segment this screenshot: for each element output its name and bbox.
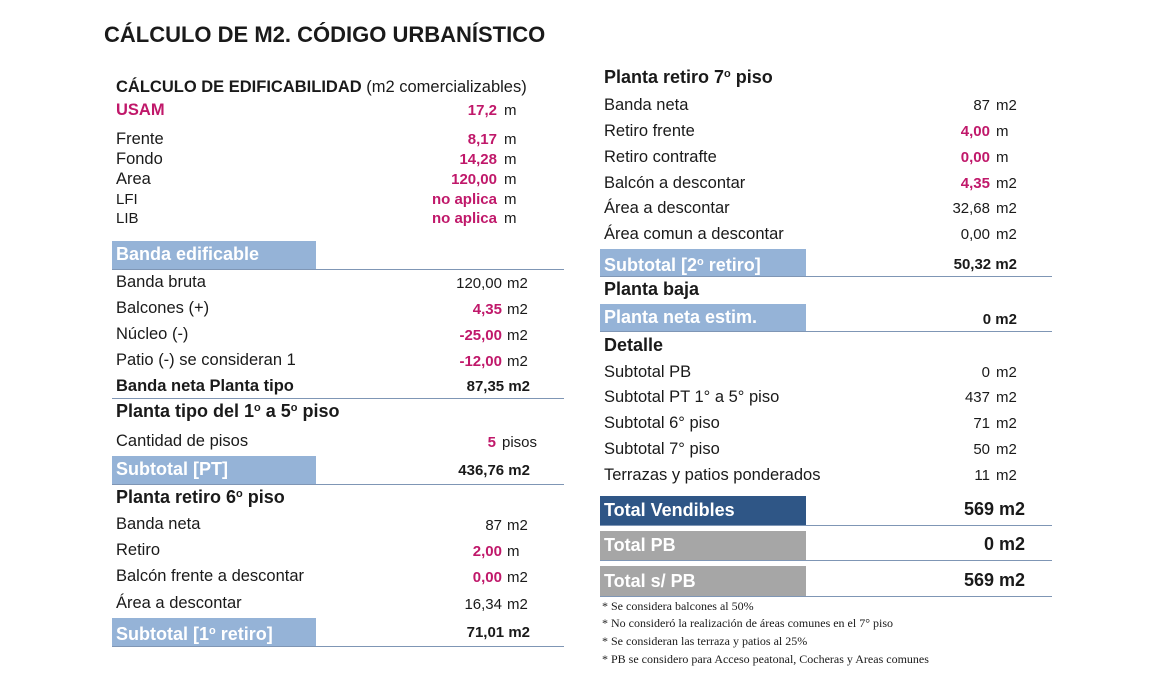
detalle-row-value: 437 <box>964 389 990 406</box>
footnote: * Se consideran las terraza y patios al 25% <box>602 634 808 648</box>
retiro7-row-label: Banda neta <box>604 96 689 114</box>
retiro7-row-label: Retiro frente <box>604 122 695 140</box>
detalle-row-label: Subtotal 7° piso <box>604 440 720 458</box>
sup-o: o <box>697 256 704 268</box>
retiro7-row-unit: m2 <box>996 226 1017 243</box>
retiro6-row-value: 2,00 <box>472 543 502 560</box>
param-unit: m <box>504 210 517 227</box>
total-pb-bar: Total PB <box>600 531 806 560</box>
param-value: 8,17 <box>467 131 497 148</box>
subtotal-pt-bar: Subtotal [PT] <box>112 456 316 484</box>
retiro6-row-label: Retiro <box>116 541 161 559</box>
edificabilidad-header-rest: (m2 comercializables) <box>366 78 527 96</box>
divider <box>112 646 564 647</box>
retiro7-row-label: Retiro contrafte <box>604 148 717 166</box>
retiro7-row-value: 4,35 <box>960 175 990 192</box>
param-label: Frente <box>116 130 164 148</box>
retiro7-row-value: 4,00 <box>960 123 990 140</box>
planta-tipo-title-b: a 5 <box>260 401 291 421</box>
retiro7-row-unit: m <box>996 149 1009 166</box>
param-value: 120,00 <box>451 171 497 188</box>
usam-unit: m <box>504 102 517 119</box>
retiro7-row-label: Balcón a descontar <box>604 174 746 192</box>
banda-row-label: Patio (-) se consideran 1 <box>116 351 296 369</box>
retiro6-row-value: 0,00 <box>472 569 502 586</box>
param-unit: m <box>504 191 517 208</box>
detalle-row-unit: m2 <box>996 415 1017 432</box>
param-label: Area <box>116 170 151 188</box>
subtotal-retiro2-b: retiro] <box>703 255 761 275</box>
param-label: LFI <box>116 191 138 208</box>
retiro6-row-unit: m2 <box>507 517 528 534</box>
total-vendibles-value: 569 m2 <box>963 499 1025 519</box>
usam-value: 17,2 <box>467 102 497 119</box>
retiro7-row-unit: m2 <box>996 200 1017 217</box>
banda-neta-value: 87,35 m2 <box>466 378 530 395</box>
detalle-row-unit: m2 <box>996 441 1017 458</box>
usam-label: USAM <box>116 101 165 119</box>
subtotal-retiro1-b: retiro] <box>215 624 273 644</box>
total-pb-value: 0 m2 <box>983 534 1025 554</box>
retiro6-row-unit: m2 <box>507 569 528 586</box>
retiro6-title-a: Planta retiro 6 <box>116 487 237 507</box>
param-unit: m <box>504 131 517 148</box>
retiro7-row-unit: m2 <box>996 175 1017 192</box>
retiro7-row-unit: m2 <box>996 97 1017 114</box>
detalle-row-label: Subtotal PT 1° a 5° piso <box>604 388 780 406</box>
subtotal-retiro1-a: Subtotal [1 <box>116 624 209 644</box>
retiro7-row-label: Área a descontar <box>604 199 730 217</box>
page-title: CÁLCULO DE M2. CÓDIGO URBANÍSTICO <box>104 22 546 47</box>
planta-neta-value: 0 m2 <box>982 311 1017 328</box>
planta-baja-title: Planta baja <box>604 279 700 299</box>
retiro6-title-b: piso <box>242 487 285 507</box>
param-value: 14,28 <box>459 151 497 168</box>
banda-row-unit: m2 <box>507 353 528 370</box>
banda-row-unit: m2 <box>507 301 528 318</box>
banda-row-label: Núcleo (-) <box>116 325 189 343</box>
retiro7-row-unit: m <box>996 123 1009 140</box>
banda-neta-label: Banda neta Planta tipo <box>116 377 294 395</box>
retiro7-row-value: 87 <box>973 97 990 114</box>
banda-edificable-bar: Banda edificable <box>112 241 316 269</box>
subtotal-retiro2-a: Subtotal [2 <box>604 255 697 275</box>
param-label: LIB <box>116 210 139 227</box>
total-spb-bar: Total s/ PB <box>600 566 806 596</box>
footnote: * Se considera balcones al 50% <box>602 599 754 613</box>
param-unit: m <box>504 151 517 168</box>
banda-row-label: Banda bruta <box>116 273 206 291</box>
divider <box>600 276 1052 277</box>
param-unit: m <box>504 171 517 188</box>
cantidad-pisos-unit: pisos <box>502 434 538 451</box>
detalle-row-unit: m2 <box>996 389 1017 406</box>
cantidad-pisos-label: Cantidad de pisos <box>116 432 249 450</box>
retiro7-row-value: 32,68 <box>952 200 990 217</box>
banda-row-label: Balcones (+) <box>116 299 210 317</box>
detalle-row-value: 11 <box>974 467 990 484</box>
retiro6-row-unit: m <box>507 543 520 560</box>
retiro6-row-value: 16,34 <box>464 596 502 613</box>
subtotal-retiro2-bar <box>600 249 806 276</box>
edificabilidad-header <box>116 78 527 97</box>
detalle-row-label: Subtotal 6° piso <box>604 414 720 432</box>
planta-tipo-title-c: piso <box>297 401 340 421</box>
param-value: no aplica <box>431 191 497 208</box>
divider <box>600 596 1052 597</box>
sup-o: o <box>724 68 731 80</box>
planta-neta-bar: Planta neta estim. <box>600 304 806 331</box>
detalle-title: Detalle <box>604 335 664 355</box>
retiro6-row-label: Área a descontar <box>116 594 242 612</box>
retiro6-row-unit: m2 <box>507 596 528 613</box>
edificabilidad-header-bold: CÁLCULO DE EDIFICABILIDAD <box>116 78 362 96</box>
planta-tipo-title <box>116 401 340 422</box>
retiro6-row-label: Banda neta <box>116 515 201 533</box>
footnote: * No consideró la realización de áreas comunes en el 7° piso <box>602 616 894 630</box>
retiro7-row-label: Área comun a descontar <box>604 225 784 243</box>
banda-row-value: 4,35 <box>472 301 502 318</box>
detalle-row-label: Subtotal PB <box>604 363 692 381</box>
retiro6-row-value: 87 <box>485 517 502 534</box>
retiro6-title <box>116 487 285 508</box>
total-vendibles-bar: Total Vendibles <box>600 496 806 525</box>
subtotal-retiro2-value: 50,32 m2 <box>953 256 1017 273</box>
sup-o: o <box>254 402 261 414</box>
retiro7-row-value: 0,00 <box>960 226 990 243</box>
retiro7-title <box>604 67 773 88</box>
sup-o: o <box>236 488 243 500</box>
divider <box>600 560 1052 561</box>
detalle-row-value: 71 <box>973 415 990 432</box>
footnote: * PB se considero para Acceso peatonal, Cocheras y Areas comunes <box>602 652 929 666</box>
subtotal-retiro1-bar <box>112 618 316 646</box>
divider <box>112 269 564 270</box>
detalle-row-value: 50 <box>973 441 990 458</box>
divider <box>600 331 1052 332</box>
planta-tipo-title-a: Planta tipo del 1 <box>116 401 255 421</box>
sup-o: o <box>290 402 298 414</box>
subtotal-pt-value: 436,76 m2 <box>458 462 530 479</box>
divider <box>600 525 1052 526</box>
param-value: no aplica <box>431 210 497 227</box>
retiro7-row-value: 0,00 <box>960 149 990 166</box>
sup-o: o <box>209 625 216 637</box>
total-spb-value: 569 m2 <box>963 570 1025 590</box>
divider <box>112 398 564 399</box>
detalle-row-unit: m2 <box>996 364 1017 381</box>
divider <box>112 484 564 485</box>
banda-row-value: 120,00 <box>456 275 502 292</box>
detalle-row-unit: m2 <box>996 467 1017 484</box>
banda-row-value: -12,00 <box>459 353 502 370</box>
detalle-row-value: 0 <box>981 364 990 381</box>
subtotal-retiro1-value: 71,01 m2 <box>466 624 530 641</box>
banda-row-unit: m2 <box>507 327 528 344</box>
retiro6-row-label: Balcón frente a descontar <box>116 567 305 585</box>
retiro7-title-b: piso <box>730 67 773 87</box>
cantidad-pisos-value: 5 <box>487 434 496 451</box>
banda-row-unit: m2 <box>507 275 528 292</box>
retiro7-title-a: Planta retiro 7 <box>604 67 725 87</box>
param-label: Fondo <box>116 150 163 168</box>
banda-row-value: -25,00 <box>459 327 502 344</box>
detalle-row-label: Terrazas y patios ponderados <box>604 466 821 484</box>
